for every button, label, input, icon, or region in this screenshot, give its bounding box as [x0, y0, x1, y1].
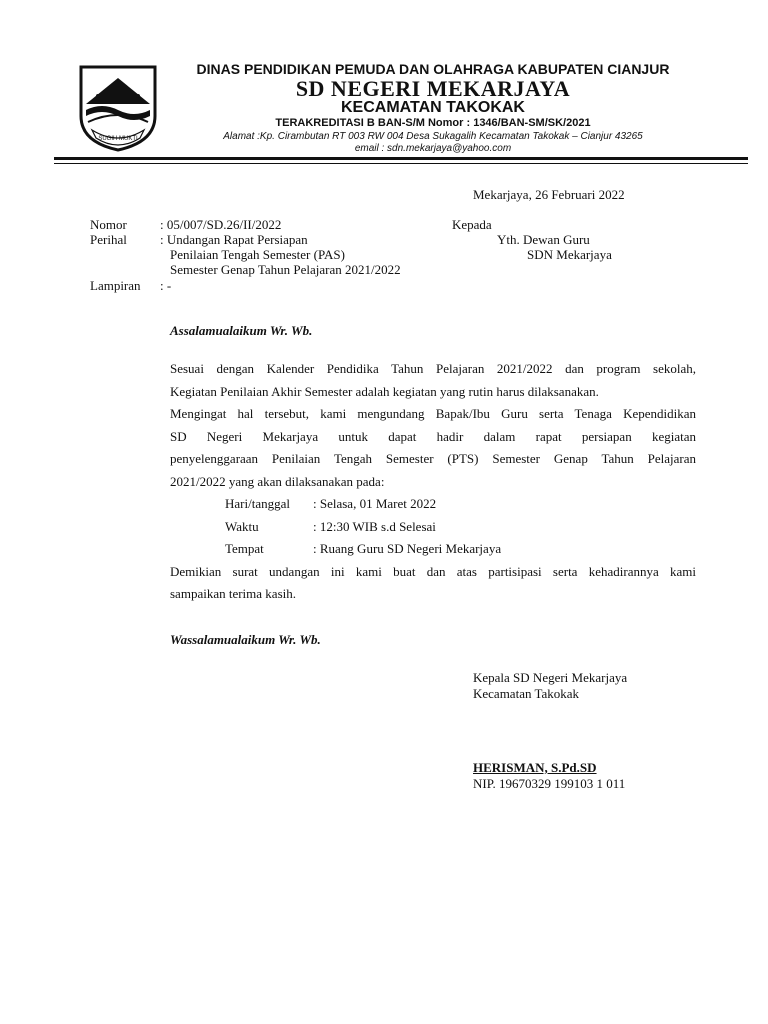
detail-waktu-value: : 12:30 WIB s.d Selesai: [313, 519, 436, 534]
header-email: email : sdn.mekarjaya@yahoo.com: [354, 143, 512, 154]
closing-salutation: Wassalamualaikum Wr. Wb.: [170, 632, 321, 647]
header-divider-thin: [54, 163, 748, 164]
nomor-value: : 05/007/SD.26/II/2022: [160, 217, 282, 232]
perihal-value-2: Penilaian Tengah Semester (PAS): [170, 247, 345, 262]
detail-waktu-label: Waktu: [225, 519, 259, 534]
nomor-label: Nomor: [90, 217, 127, 232]
detail-tempat-value: : Ruang Guru SD Negeri Mekarjaya: [313, 541, 502, 556]
paragraph-1-line-2: Kegiatan Penilaian Akhir Semester adalah kegiatan yang rutin harus dilaksanakan.: [170, 384, 599, 399]
signature-name: HERISMAN, S.Pd.SD: [473, 760, 597, 775]
header-dinas: DINAS PENDIDIKAN PEMUDA DAN OLAHRAGA KABUPATEN CIANJUR: [196, 61, 670, 77]
paragraph-2-line-4: 2021/2022 yang akan dilaksanakan pada:: [170, 474, 385, 489]
paragraph-2-line-1: Mengingat hal tersebut, kami mengundang Bapak/Ibu Guru serta Tenaga Kependidikan: [170, 406, 696, 421]
detail-hari-label: Hari/tanggal: [225, 496, 290, 511]
header-kecamatan: KECAMATAN TAKOKAK: [341, 99, 525, 116]
recipient-line-2: SDN Mekarjaya: [527, 247, 612, 262]
signature-title-1: Kepala SD Negeri Mekarjaya: [473, 670, 628, 685]
paragraph-2-line-3: penyelenggaraan Penilaian Tengah Semester (PTS) Semester Genap Tahun Pelajaran: [170, 451, 696, 466]
detail-hari-value: : Selasa, 01 Maret 2022: [313, 496, 437, 511]
recipient-kepada: Kepada: [452, 217, 492, 232]
lampiran-value: : -: [160, 278, 172, 293]
detail-tempat-label: Tempat: [225, 541, 264, 556]
perihal-label: Perihal: [90, 232, 127, 247]
paragraph-3-line-2: sampaikan terima kasih.: [170, 586, 296, 601]
paragraph-3-line-1: Demikian surat undangan ini kami buat dan atas partisipasi serta kehadirannya kami: [170, 564, 696, 579]
letter-date: Mekarjaya, 26 Februari 2022: [473, 187, 625, 202]
lampiran-label: Lampiran: [90, 278, 141, 293]
signature-title-2: Kecamatan Takokak: [473, 686, 580, 701]
recipient-line-1: Yth. Dewan Guru: [497, 232, 590, 247]
salutation: Assalamualaikum Wr. Wb.: [170, 323, 313, 338]
header-address: Alamat :Kp. Cirambutan RT 003 RW 004 Desa Sukagalih Kecamatan Takokak – Cianjur 43265: [223, 131, 643, 142]
header-divider-thick: [54, 157, 748, 160]
perihal-value-1: : Undangan Rapat Persiapan: [160, 232, 308, 247]
paragraph-2-line-2: SD Negeri Mekarjaya untuk dapat hadir dalam rapat persiapan kegiatan: [170, 429, 696, 444]
signature-nip: NIP. 19670329 199103 1 011: [473, 776, 626, 791]
school-emblem-logo: [78, 64, 158, 152]
header-akreditasi: TERAKREDITASI B BAN-S/M Nomor : 1346/BAN-SM/SK/2021: [275, 117, 591, 129]
perihal-value-3: Semester Genap Tahun Pelajaran 2021/2022: [170, 262, 401, 277]
logo-motto: SUGIH MUKTI: [98, 136, 138, 142]
paragraph-1-line-1: Sesuai dengan Kalender Pendidika Tahun Pelajaran 2021/2022 dan program sekolah,: [170, 361, 696, 376]
header-school-name: SD NEGERI MEKARJAYA: [295, 76, 571, 101]
